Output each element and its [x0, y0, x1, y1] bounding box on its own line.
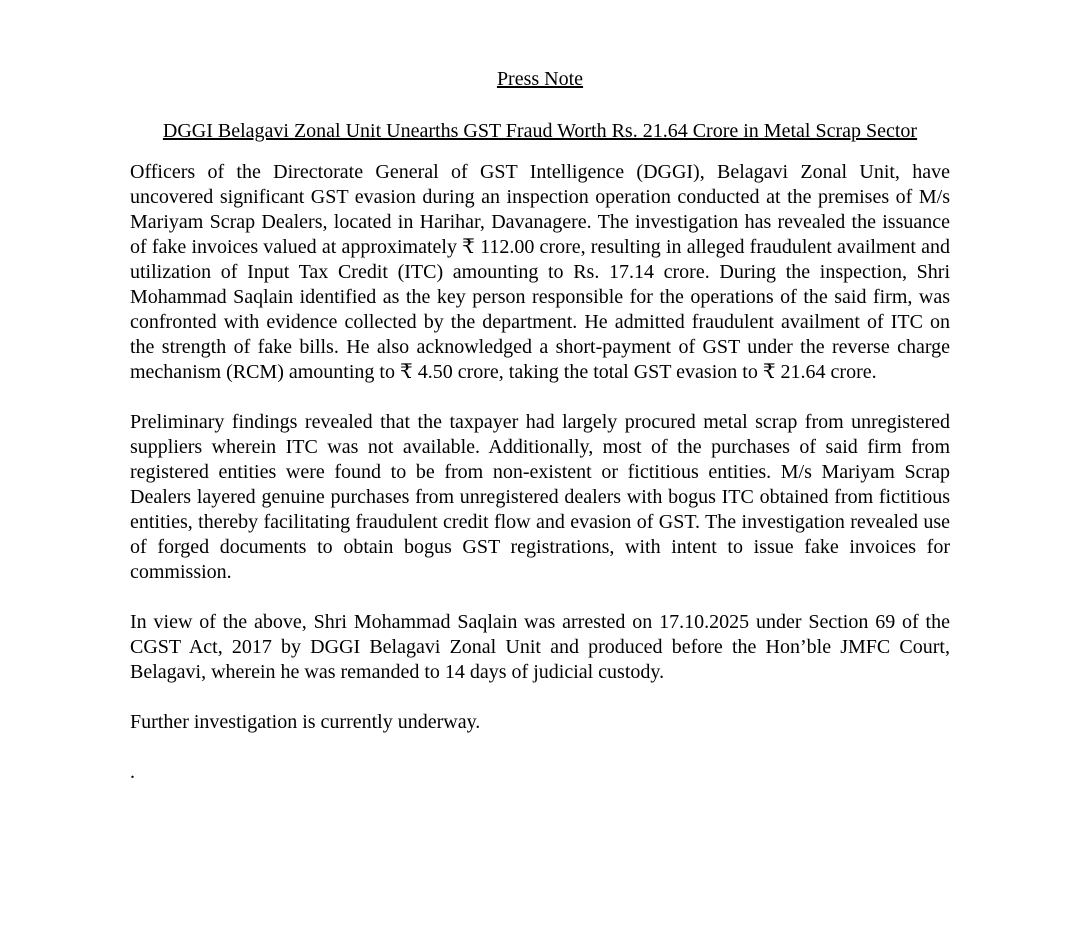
trailing-period: . — [130, 761, 135, 783]
body-paragraph-1: Officers of the Directorate General of GST Intelligence (DGGI), Belagavi Zonal Unit, have uncovered significant GST evasion during an inspection operation conducted at the premises of M/s Mariyam Scrap Dealers, located in Harihar, Davanagere. The investigation has revealed the issuance of fake invoices valued at approximately ₹ 112.00 crore, resulting in alleged fraudulent availment and utilization of Input Tax Credit (ITC) amounting to Rs. 17.14 crore. During the inspection, Shri Mohammad Saqlain identified as the key person responsible for the operations of the said firm, was confronted with evidence collected by the department. He admitted fraudulent availment of ITC on the strength of fake bills. He also acknowledged a short-payment of GST under the reverse charge mechanism (RCM) amounting to ₹ 4.50 crore, taking the total GST evasion to ₹ 21.64 crore. — [130, 161, 950, 383]
body-paragraph-4: Further investigation is currently underway. — [130, 711, 481, 733]
body-paragraph-3: In view of the above, Shri Mohammad Saqlain was arrested on 17.10.2025 under Section 69 of the CGST Act, 2017 by DGGI Belagavi Zonal Unit and produced before the Hon’ble JMFC Court, Belagavi, wherein he was remanded to 14 days of judicial custody. — [130, 611, 950, 683]
doc-heading: DGGI Belagavi Zonal Unit Unearths GST Fraud Worth Rs. 21.64 Crore in Metal Scrap Sector — [162, 120, 918, 142]
body-paragraph-2: Preliminary findings revealed that the taxpayer had largely procured metal scrap from unregistered suppliers wherein ITC was not available. Additionally, most of the purchases of said firm from registered entities were found to be from non-existent or fictitious entities. M/s Mariyam Scrap Dealers layered genuine purchases from unregistered dealers with bogus ITC obtained from fictitious entities, thereby facilitating fraudulent credit flow and evasion of GST. The investigation revealed use of forged documents to obtain bogus GST registrations, with intent to issue fake invoices for commission. — [130, 411, 950, 583]
doc-title: Press Note — [496, 68, 584, 90]
